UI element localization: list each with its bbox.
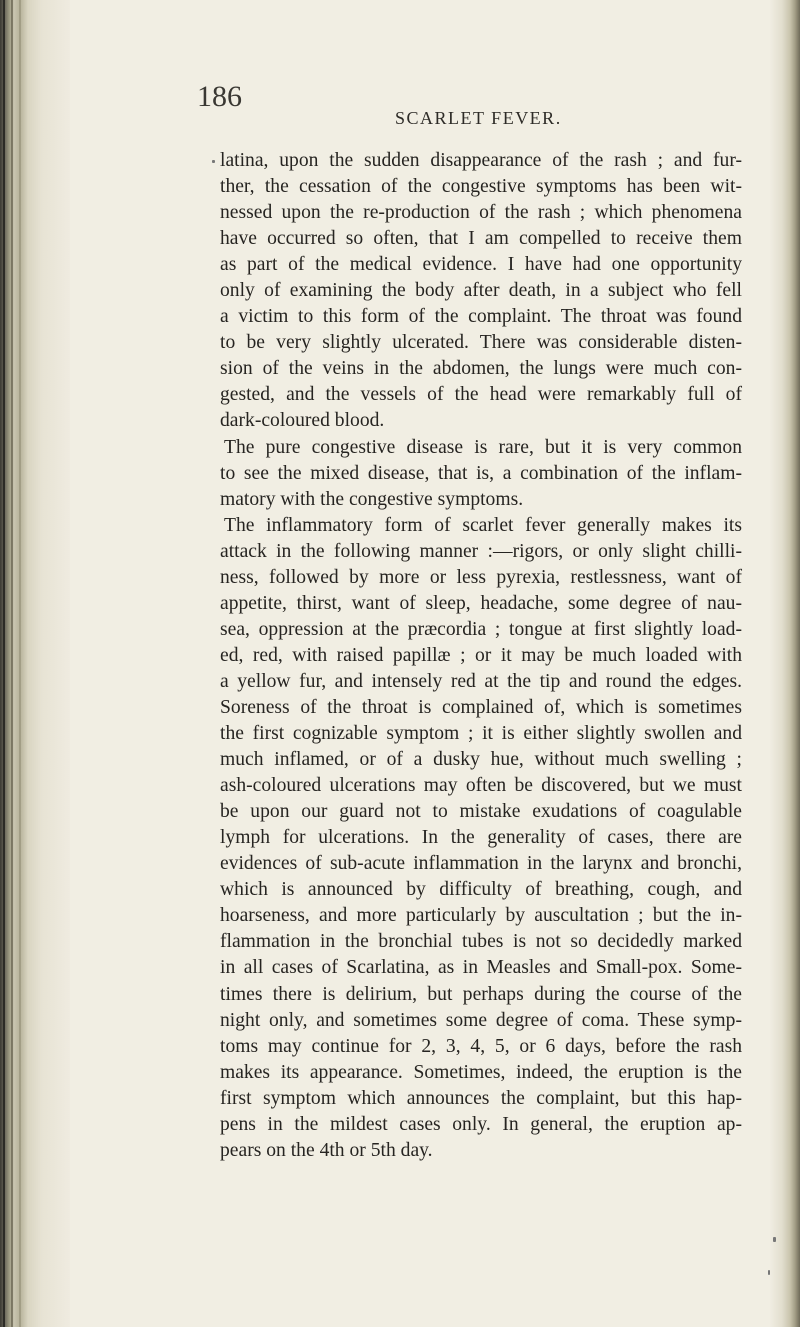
text-line: gested, and the vessels of the head were remarkably full of	[220, 384, 742, 406]
book-gutter	[0, 0, 70, 1327]
body-text	[220, 148, 742, 1164]
text-line: The pure congestive disease is rare, but it is very common	[224, 436, 742, 458]
text-line: the first cognizable symptom ; it is either slightly swollen and	[220, 723, 742, 745]
text-line: to see the mixed disease, that is, a combination of the inflam-	[220, 462, 742, 484]
print-speck	[773, 1237, 776, 1242]
text-line: ed, red, with raised papillæ ; or it may be much loaded with	[220, 644, 742, 666]
text-line: dark-coloured blood.	[220, 410, 385, 432]
text-line: flammation in the bronchial tubes is not so decidedly marked	[220, 931, 742, 953]
text-line: pens in the mildest cases only. In general, the eruption ap-	[220, 1113, 742, 1135]
text-line: have occurred so often, that I am compelled to receive them	[220, 228, 742, 250]
text-line: first symptom which announces the complaint, but this hap-	[220, 1087, 742, 1109]
text-line: much inflamed, or of a dusky hue, without much swelling ;	[220, 749, 742, 771]
text-line: night only, and sometimes some degree of coma. These symp-	[220, 1009, 742, 1031]
text-line: The inflammatory form of scarlet fever generally makes its	[224, 514, 742, 536]
gutter-rule	[11, 0, 13, 1327]
text-line: sion of the veins in the abdomen, the lungs were much con-	[220, 358, 742, 380]
text-line: lymph for ulcerations. In the generality of cases, there are	[220, 827, 742, 849]
text-line: matory with the congestive symptoms.	[220, 488, 524, 510]
text-line: in all cases of Scarlatina, as in Measles and Small-pox. Some-	[220, 957, 742, 979]
text-line: only of examining the body after death, in a subject who fell	[220, 280, 742, 302]
text-line: a victim to this form of the complaint. The throat was found	[220, 306, 742, 328]
print-speck	[768, 1270, 770, 1275]
text-line: appetite, thirst, want of sleep, headache, some degree of nau-	[220, 592, 742, 614]
text-line: times there is delirium, but perhaps during the course of the	[220, 983, 742, 1005]
text-line: latina, upon the sudden disappearance of the rash ; and fur-	[220, 150, 742, 171]
text-line: ash-coloured ulcerations may often be discovered, but we must	[220, 775, 742, 797]
text-line: Soreness of the throat is complained of, which is sometimes	[220, 696, 742, 718]
gutter-rule	[3, 0, 5, 1327]
text-line: hoarseness, and more particularly by auscultation ; but the in-	[220, 905, 742, 927]
text-line: as part of the medical evidence. I have had one opportunity	[220, 254, 742, 276]
gutter-rule	[19, 0, 21, 1327]
text-line: be upon our guard not to mistake exudations of coagulable	[220, 801, 742, 823]
text-line: attack in the following manner :—rigors, or only slight chilli-	[220, 540, 742, 562]
text-line: toms may continue for 2, 3, 4, 5, or 6 days, before the rash	[220, 1035, 742, 1057]
text-line: makes its appearance. Sometimes, indeed, the eruption is the	[220, 1061, 742, 1083]
page-edge	[770, 0, 800, 1327]
running-head: SCARLET FEVER.	[395, 108, 562, 128]
text-line: which is announced by difficulty of breathing, cough, and	[220, 879, 742, 901]
text-line: pears on the 4th or 5th day.	[220, 1139, 433, 1161]
text-line: sea, oppression at the præcordia ; tongue at first slightly load-	[220, 618, 742, 640]
print-speck	[212, 160, 215, 163]
text-line: ther, the cessation of the congestive symptoms has been wit-	[220, 176, 742, 198]
text-line: to be very slightly ulcerated. There was considerable disten-	[220, 332, 742, 354]
text-line: evidences of sub-acute inflammation in the larynx and bronchi,	[220, 853, 742, 875]
page-number: 186	[197, 80, 242, 113]
text-line: a yellow fur, and intensely red at the tip and round the edges.	[220, 670, 742, 692]
text-line: nessed upon the re-production of the rash ; which phenomena	[220, 202, 742, 224]
text-line: ness, followed by more or less pyrexia, restlessness, want of	[220, 566, 742, 588]
